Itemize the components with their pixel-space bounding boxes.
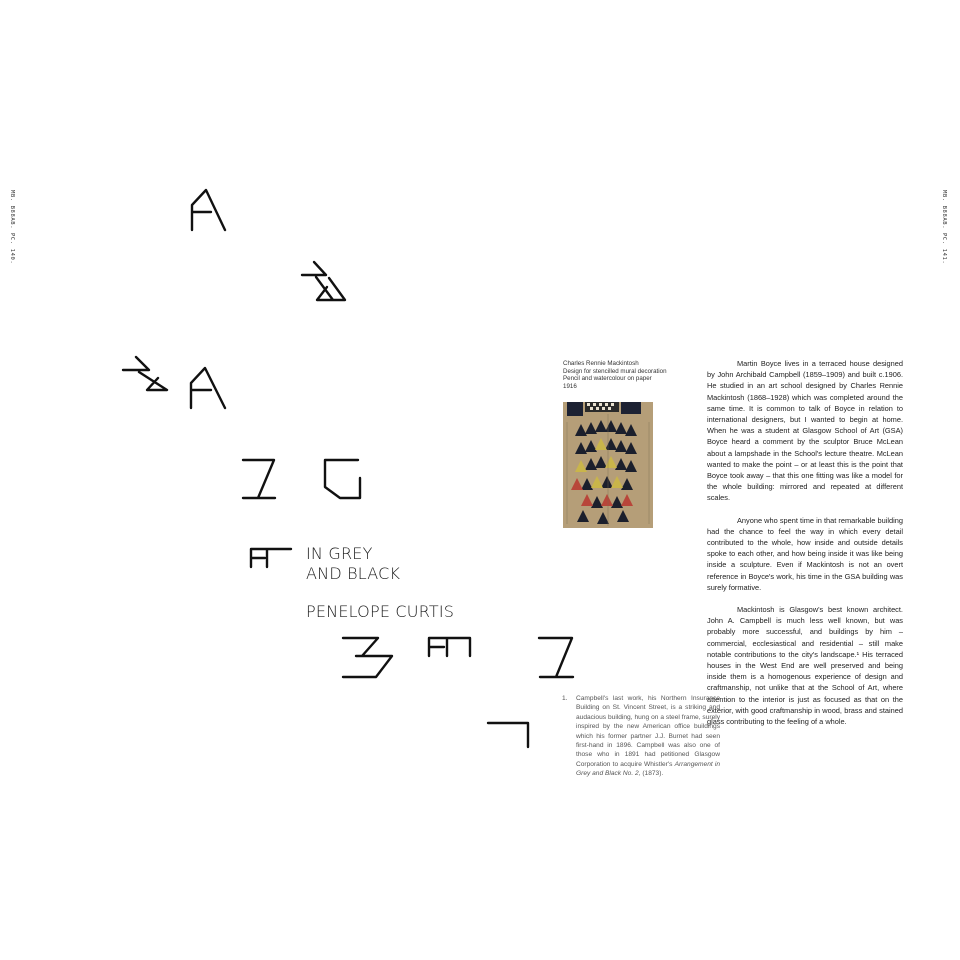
page-folio-left: MB. B88AB. PC. 140.	[9, 190, 15, 265]
glyph-z-1	[243, 460, 275, 498]
glyph-a-1	[192, 190, 225, 230]
glyph-g-1	[325, 460, 360, 498]
footnote-italic-title: Arrangement in Grey and Black No. 2,	[576, 760, 720, 778]
essay-paragraph-1: Martin Boyce lives in a terraced house designed by John Archibald Campbell (1859–1909) and built c.1906. He studied in an art school designed by Charles Rennie Mackintosh (1868–1928) which was completed around the same time. It is common to talk of Boyce in relation to international designers, but I wanted to begin at home. When he was a student at Glasgow School of Art (GSA) Boyce heard a comment by the sculptor Bruce McLean about a lampshade in the School's lecture theatre. McLean wanted to make the point – or at least this is the point that Boyce took away – that this one fitting was like a model for the whole building: mirrored and repeated at different scales.	[707, 359, 903, 503]
glyph-arrow-a-2	[123, 357, 167, 390]
glyph-e-box	[251, 549, 291, 567]
stencil-artwork-drawing	[563, 402, 653, 528]
glyph-e-top	[429, 638, 470, 656]
caption-title: Design for stencilled mural decoration	[563, 367, 667, 375]
glyph-a-2	[191, 368, 225, 408]
artwork-caption	[563, 360, 688, 390]
title-line-2: AND BLACK	[306, 564, 401, 583]
footnote-text	[576, 694, 720, 779]
footnote-1	[562, 694, 720, 779]
essay-paragraph-3: Mackintosh is Glasgow's best known architect. John A. Campbell is much less well known, but was probably more successful, and buildings by him – commercial, ecclesiastical and residential – still make notable contributions to the city's landscape.¹ His terraced houses in the West End are well preserved and being inside them is a homogenous experience of design and craftmanship, not unlike that at the School of Art, where attention to the interior is just as focused as that on the exterior, with good craftmanship in wood, brass and stained glass contributing to the feeling of a whole.	[707, 605, 903, 727]
glyph-t-1	[488, 723, 528, 747]
glyph-3-1	[343, 638, 392, 677]
title-line-1: IN GREY	[306, 544, 373, 563]
essay-paragraph-2: Anyone who spent time in that remarkable building had the chance to feel the way in which every detail contributed to the whole, how inside and outside details spoke to each other, and how being inside it was like being inside a sculpture. Even if Mackintosh is not an overt reference in Boyce's work, his time in the GSA building was surely formative.	[707, 515, 903, 592]
glyph-z-2	[539, 638, 573, 677]
page-folio-right: MB. B88AB. PC. 141.	[941, 190, 947, 265]
footnote-body: Campbell's last work, his Northern Insurance Building on St. Vincent Street, is a striking and audacious building, hung on a steel frame, surely inspired by the new American office buildings which his former partner J.J. Burnet had seen first-hand in 1896. Campbell was also one of those who in 1891 had petitioned Glasgow Corporation to acquire Whistler's	[576, 695, 720, 768]
caption-medium: Pencil and watercolour on paper	[563, 375, 652, 383]
caption-year: 1916	[563, 382, 577, 390]
glyph-arrow-a-1	[302, 262, 345, 300]
mackintosh-stencil-design-image	[563, 402, 653, 528]
essay-body	[707, 358, 903, 738]
author-name: PENELOPE CURTIS	[306, 602, 455, 621]
footnote-number: 1.	[562, 695, 568, 702]
footnote-tail: (1873).	[640, 770, 664, 778]
caption-artist: Charles Rennie Mackintosh	[563, 360, 639, 367]
